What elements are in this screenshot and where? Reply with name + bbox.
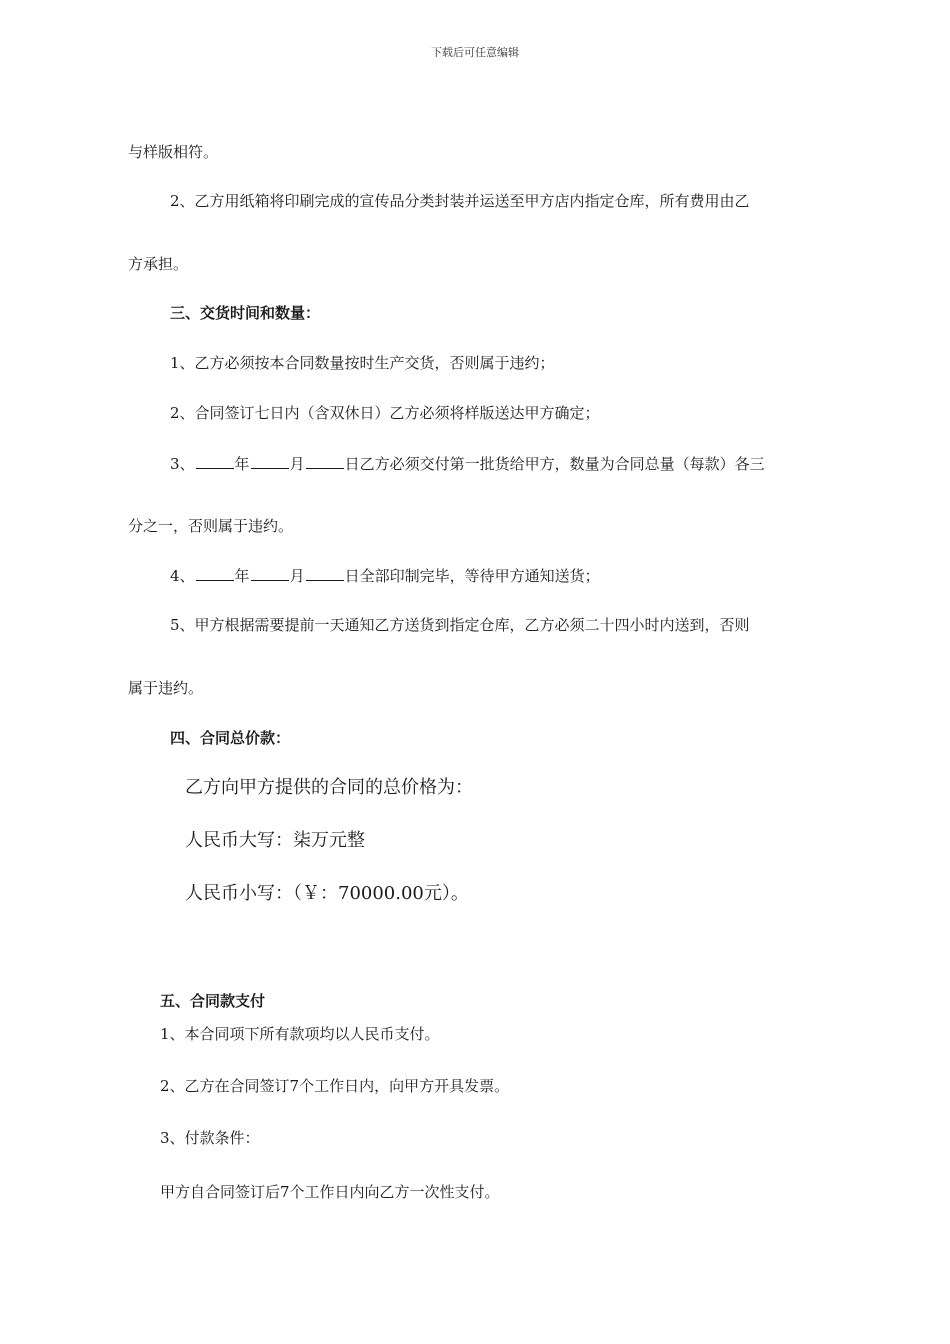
list-item: 1、本合同项下所有款项均以人民币支付。 xyxy=(160,1025,440,1043)
list-item: 1、乙方必须按本合同数量按时生产交货，否则属于违约； xyxy=(170,354,555,372)
blank-field xyxy=(251,566,289,581)
price-line: 人民币大写：柒万元整 xyxy=(185,830,365,851)
month-label: 月 xyxy=(289,567,305,585)
blank-field xyxy=(251,454,289,469)
paragraph-line: 与样版相符。 xyxy=(128,143,219,161)
list-item xyxy=(170,454,765,474)
blank-field xyxy=(196,566,234,581)
paragraph-line: 方承担。 xyxy=(128,255,189,273)
paragraph-line: 2、乙方用纸箱将印刷完成的宣传品分类封装并运送至甲方店内指定仓库，所有费用由乙 xyxy=(170,192,750,210)
item-text: 日乙方必须交付第一批货给甲方，数量为合同总量（每款）各三 xyxy=(344,455,765,473)
year-label: 年 xyxy=(234,567,250,585)
list-item: 3、付款条件： xyxy=(160,1129,260,1147)
list-item: 5、甲方根据需要提前一天通知乙方送货到指定仓库，乙方必须二十四小时内送到，否则 xyxy=(170,616,750,634)
year-label: 年 xyxy=(234,455,250,473)
list-item: 2、乙方在合同签订7个工作日内，向甲方开具发票。 xyxy=(160,1077,510,1095)
item-text: 日全部印制完毕，等待甲方通知送货； xyxy=(344,567,600,585)
paragraph-line: 属于违约。 xyxy=(128,679,204,697)
price-line: 乙方向甲方提供的合同的总价格为： xyxy=(185,777,473,798)
blank-field xyxy=(196,454,234,469)
blank-field xyxy=(306,454,344,469)
paragraph-line: 甲方自合同签订后7个工作日内向乙方一次性支付。 xyxy=(160,1183,500,1201)
list-item xyxy=(170,566,600,586)
section-heading: 三、交货时间和数量： xyxy=(170,304,321,322)
item-number: 4、 xyxy=(170,567,195,585)
list-item: 2、合同签订七日内（含双休日）乙方必须将样版送达甲方确定； xyxy=(170,404,600,422)
month-label: 月 xyxy=(289,455,305,473)
price-line: 人民币小写：（￥：70000.00元）。 xyxy=(185,883,469,904)
blank-field xyxy=(306,566,344,581)
paragraph-line: 分之一，否则属于违约。 xyxy=(128,517,294,535)
page-header: 下载后可任意编辑 xyxy=(431,46,519,59)
section-heading: 四、合同总价款： xyxy=(170,729,291,747)
item-number: 3、 xyxy=(170,455,195,473)
section-heading: 五、合同款支付 xyxy=(160,992,266,1010)
